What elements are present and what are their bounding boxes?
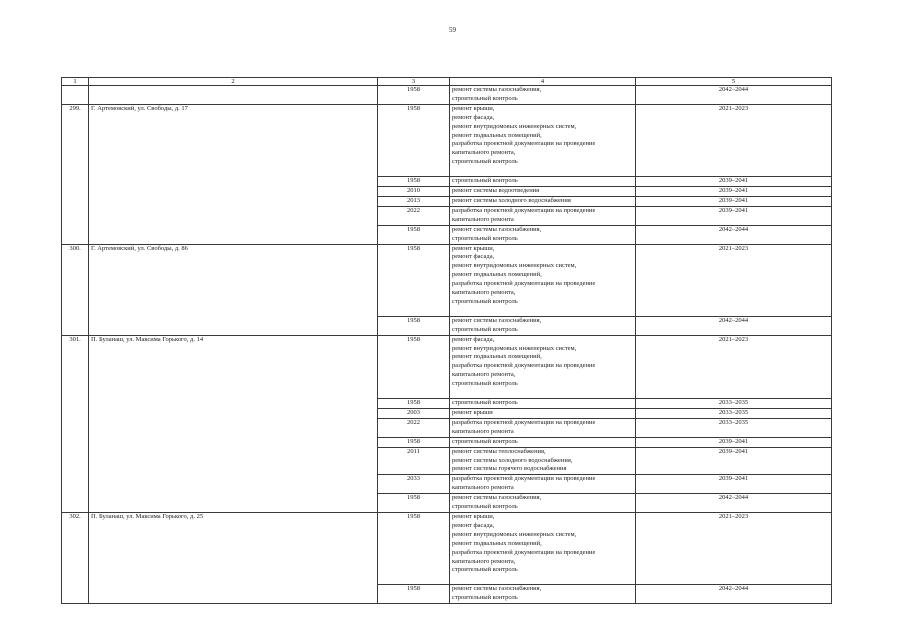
year-cell: 1958	[378, 104, 450, 176]
works-cell	[450, 418, 636, 437]
works-cell	[450, 206, 636, 225]
works-cell	[450, 104, 636, 176]
work-item: разработка проектной документации на проведение	[452, 362, 596, 370]
year-cell: 2013	[378, 196, 450, 206]
work-item: капитального ремонта,	[452, 149, 516, 157]
period-cell: 2039–2041	[636, 475, 832, 494]
period-cell: 2039–2041	[636, 206, 832, 225]
year-cell: 1958	[378, 585, 450, 604]
work-item: строительный контроль	[452, 158, 518, 166]
works-cell	[450, 244, 636, 316]
work-item: разработка проектной документации на проведение	[452, 140, 596, 148]
works-cell	[450, 494, 636, 513]
work-item: ремонт фасада,	[452, 253, 495, 261]
period-cell: 2039–2041	[636, 196, 832, 206]
work-item: ремонт фасада,	[452, 113, 495, 121]
address-cell	[89, 86, 378, 105]
building-number-cell: 301.	[62, 335, 89, 512]
building-number-cell: 302.	[62, 512, 89, 603]
work-item: строительный контроль	[452, 177, 518, 185]
period-cell: 2033–2035	[636, 399, 832, 409]
address-cell: П. Буланаш, ул. Максима Горького, д. 14	[89, 335, 378, 512]
year-cell: 1958	[378, 316, 450, 335]
period-cell: 2042–2044	[636, 494, 832, 513]
work-item: строительный контроль	[452, 566, 518, 574]
period-cell: 2033–2035	[636, 409, 832, 419]
work-item: строительный контроль	[452, 503, 518, 511]
table-row	[62, 512, 832, 584]
year-cell: 2022	[378, 418, 450, 437]
work-item: строительный контроль	[452, 594, 518, 602]
work-item: ремонт внутридомовых инженерных систем,	[452, 122, 577, 130]
year-cell: 1958	[378, 244, 450, 316]
work-item: ремонт системы горячего водоснабжения	[452, 465, 567, 473]
works-cell	[450, 86, 636, 105]
work-item: разработка проектной документации на проведение	[452, 418, 596, 426]
period-cell: 2042–2044	[636, 316, 832, 335]
building-number-cell: 299.	[62, 104, 89, 244]
works-cell	[450, 437, 636, 447]
work-item: ремонт системы холодного водоснабжения	[452, 196, 571, 204]
work-item: разработка проектной документации на проведение	[452, 206, 596, 214]
table-row	[62, 104, 832, 176]
work-item: ремонт фасада,	[452, 335, 495, 343]
year-cell: 2033	[378, 475, 450, 494]
works-cell	[450, 475, 636, 494]
year-cell: 1958	[378, 494, 450, 513]
year-cell: 2003	[378, 409, 450, 419]
work-item: капитального ремонта	[452, 215, 514, 223]
works-cell	[450, 399, 636, 409]
work-item: ремонт подвальных помещений,	[452, 131, 542, 139]
year-cell: 1958	[378, 335, 450, 398]
column-header: 1	[62, 78, 89, 86]
work-item: строительный контроль	[452, 399, 518, 407]
work-item: строительный контроль	[452, 380, 518, 388]
header-row	[62, 78, 832, 86]
building-number-cell	[62, 86, 89, 105]
work-item: ремонт системы теплоснабжения,	[452, 447, 546, 455]
column-header: 4	[450, 78, 636, 86]
work-item: разработка проектной документации на проведение	[452, 475, 596, 483]
period-cell: 2021–2023	[636, 512, 832, 584]
year-cell: 1958	[378, 437, 450, 447]
period-cell: 2033–2035	[636, 418, 832, 437]
works-cell	[450, 316, 636, 335]
work-item: капитального ремонта,	[452, 371, 516, 379]
period-cell: 2021–2023	[636, 244, 832, 316]
works-cell	[450, 585, 636, 604]
work-item: строительный контроль	[452, 297, 518, 305]
address-cell: Г. Артемовский, ул. Свободы, д. 17	[89, 104, 378, 244]
work-item: капитального ремонта	[452, 484, 514, 492]
period-cell: 2039–2041	[636, 437, 832, 447]
work-item: ремонт крыши,	[452, 244, 495, 252]
work-item: ремонт внутридомовых инженерных систем,	[452, 262, 577, 270]
works-cell	[450, 225, 636, 244]
work-item: капитального ремонта,	[452, 557, 516, 565]
work-item: ремонт крыши	[452, 409, 493, 416]
repair-schedule-table	[61, 77, 832, 604]
year-cell: 1958	[378, 177, 450, 187]
address-cell: Г. Артемовский, ул. Свободы, д. 86	[89, 244, 378, 335]
page-number: 59	[449, 26, 456, 34]
works-cell	[450, 177, 636, 187]
work-item: ремонт крыши,	[452, 512, 495, 520]
work-item: ремонт внутридомовых инженерных систем,	[452, 530, 577, 538]
year-cell: 1958	[378, 399, 450, 409]
building-number-cell: 300.	[62, 244, 89, 335]
period-cell: 2039–2041	[636, 447, 832, 475]
work-item: ремонт подвальных помещений,	[452, 353, 542, 361]
work-item: ремонт фасада,	[452, 521, 495, 529]
works-cell	[450, 447, 636, 475]
work-item: разработка проектной документации на проведение	[452, 280, 596, 288]
work-item: ремонт подвальных помещений,	[452, 539, 542, 547]
work-item: строительный контроль	[452, 234, 518, 242]
work-item: строительный контроль	[452, 94, 518, 102]
work-item: ремонт системы холодного водоснабжения,	[452, 456, 573, 464]
column-header: 5	[636, 78, 832, 86]
period-cell: 2039–2041	[636, 177, 832, 187]
work-item: ремонт системы газоснабжения,	[452, 494, 542, 502]
period-cell: 2042–2044	[636, 86, 832, 105]
table-body	[62, 86, 832, 604]
work-item: ремонт системы водоотведения	[452, 187, 540, 195]
works-cell	[450, 512, 636, 584]
work-item: ремонт внутридомовых инженерных систем,	[452, 344, 577, 352]
period-cell: 2021–2023	[636, 335, 832, 398]
period-cell: 2042–2044	[636, 585, 832, 604]
table-row	[62, 86, 832, 105]
year-cell: 2011	[378, 447, 450, 475]
works-cell	[450, 187, 636, 197]
work-item: капитального ремонта,	[452, 289, 516, 297]
works-cell	[450, 335, 636, 398]
period-cell: 2039–2041	[636, 187, 832, 197]
year-cell: 1958	[378, 86, 450, 105]
work-item: разработка проектной документации на проведение	[452, 548, 596, 556]
work-item: ремонт крыши,	[452, 104, 495, 112]
column-header: 3	[378, 78, 450, 86]
works-cell	[450, 196, 636, 206]
year-cell: 2022	[378, 206, 450, 225]
work-item: ремонт системы газоснабжения,	[452, 86, 542, 93]
address-cell: П. Буланаш, ул. Максима Горького, д. 25	[89, 512, 378, 603]
period-cell: 2042–2044	[636, 225, 832, 244]
work-item: ремонт системы газоснабжения,	[452, 316, 542, 324]
work-item: ремонт системы газоснабжения,	[452, 225, 542, 233]
work-item: капитального ремонта	[452, 427, 514, 435]
work-item: ремонт системы газоснабжения,	[452, 585, 542, 593]
work-item: строительный контроль	[452, 325, 518, 333]
table-row	[62, 335, 832, 398]
period-cell: 2021–2023	[636, 104, 832, 176]
year-cell: 2010	[378, 187, 450, 197]
work-item: строительный контроль	[452, 437, 518, 445]
year-cell: 1958	[378, 225, 450, 244]
work-item: ремонт подвальных помещений,	[452, 271, 542, 279]
column-header: 2	[89, 78, 378, 86]
works-cell	[450, 409, 636, 419]
year-cell: 1958	[378, 512, 450, 584]
table-row	[62, 244, 832, 316]
